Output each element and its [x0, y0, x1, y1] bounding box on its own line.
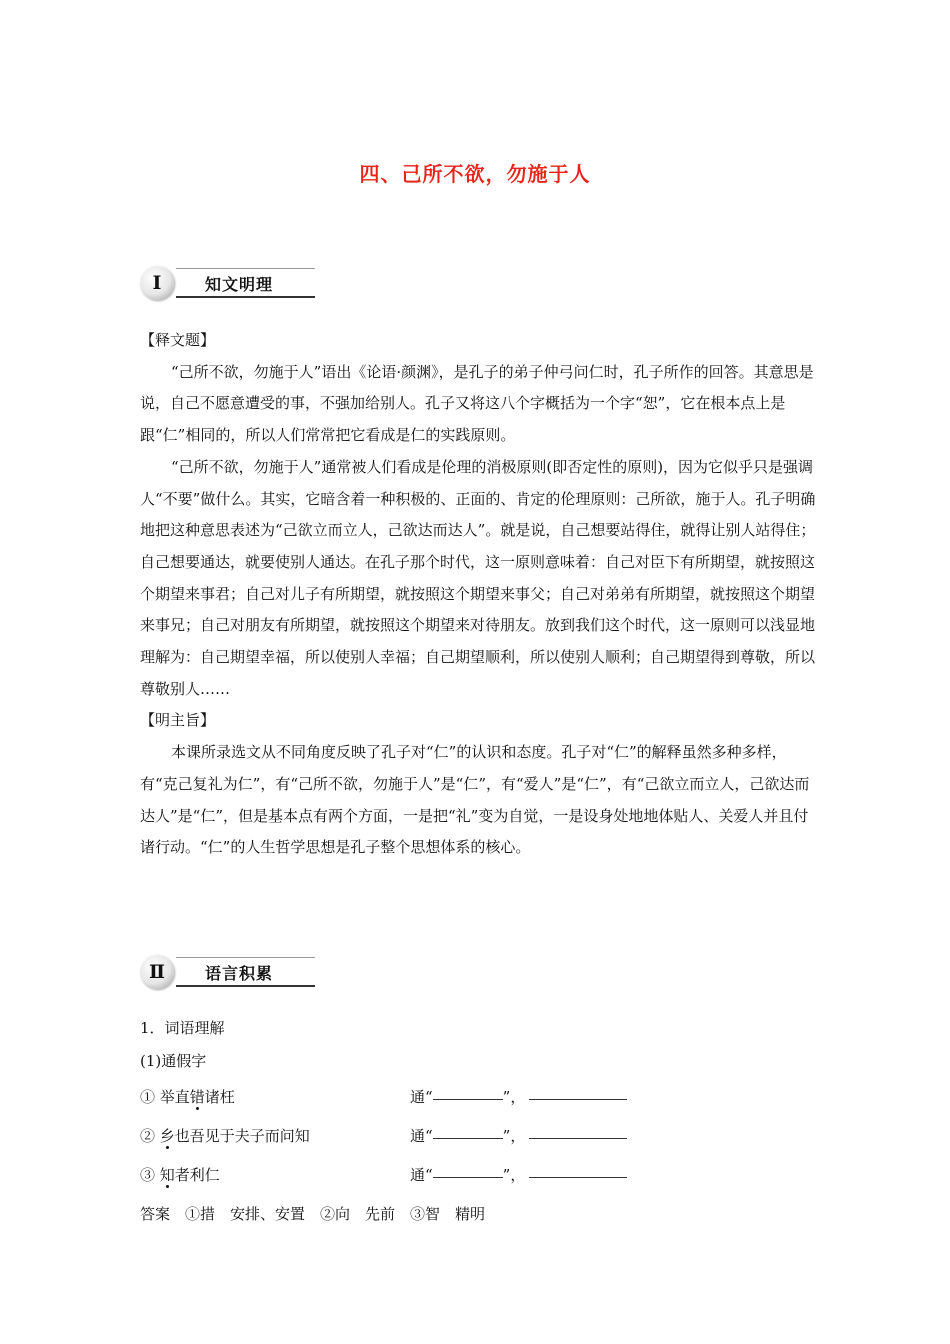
section-label: 语言积累 [205, 964, 274, 983]
emphasis-character: 知 [159, 1166, 175, 1184]
meaning-blank[interactable] [529, 1098, 627, 1100]
exercise-sentence: ③ 知者利仁 [140, 1166, 220, 1184]
exercise-sentence: ② 乡也吾见于夫子而问知 [140, 1127, 310, 1145]
char-blank[interactable] [433, 1137, 503, 1139]
char-blank[interactable] [433, 1098, 503, 1100]
exercise-row [140, 1156, 840, 1195]
emphasis-character: 乡 [159, 1127, 175, 1145]
answer-blank-group: 通“ ”， [410, 1117, 627, 1156]
section-label: 知文明理 [205, 275, 274, 294]
section-header-1 [140, 266, 315, 304]
char-blank[interactable] [433, 1176, 503, 1178]
vocabulary-section [140, 1012, 840, 1234]
page-title: 四、己所不欲，勿施于人 [359, 162, 591, 186]
header-rule-bottom [176, 985, 315, 987]
answer-blank-group: 通“ ”， [410, 1078, 627, 1117]
section-number-badge: Ⅱ [140, 955, 174, 989]
section-number-badge: Ⅰ [140, 266, 174, 300]
exercise-sentence: ① 举直错诸枉 [140, 1088, 235, 1106]
header-rule-top [176, 268, 315, 269]
header-rule-bottom [176, 296, 315, 298]
meaning-blank[interactable] [529, 1137, 627, 1139]
emphasis-character: 错 [189, 1088, 205, 1106]
exercise-row [140, 1078, 840, 1117]
answer-line: 答案 ①措 安排、安置 ②向 先前 ③智 精明 [140, 1205, 486, 1223]
answer-blank-group: 通“ ”， [410, 1156, 627, 1195]
mingzhuzhi-paragraph: 本课所录选文从不同角度反映了孔子对“仁”的认识和态度。孔子对“仁”的解释虽然多种多样，有“克己复礼为仁”，有“己所不欲，勿施于人”是“仁”，有“爱人”是“仁”，有“己欲立而立人，己欲达而达人”是“仁”，但是基本点有两个方面，一是把“礼”变为自觉，一是设身处地地体贴人、关爱人并且付诸行动。“仁”的人生哲学思想是孔子整个思想体系的核心。 [140, 743, 810, 857]
shiwenti-heading: 【释文题】 [140, 331, 216, 349]
header-rule-top [176, 957, 315, 958]
section-1-body [140, 325, 816, 864]
shiwenti-paragraph-1: “己所不欲，勿施于人”语出《论语·颜渊》，是孔子的弟子仲弓问仁时，孔子所作的回答。其意思是说，自己不愿意遭受的事，不强加给别人。孔子又将这八个字概括为一个字“恕”，它在根本点上是跟“仁”相同的，所以人们常常把它看成是仁的实践原则。 [140, 362, 814, 445]
mingzhuzhi-heading: 【明主旨】 [140, 711, 216, 730]
subheading-tongjiazi: (1)通假字 [140, 1052, 207, 1070]
shiwenti-paragraph-2: “己所不欲，勿施于人”通常被人们看成是伦理的消极原则(即否定性的原则)，因为它似乎只是强调人“不要”做什么。其实，它暗含着一种积极的、正面的、肯定的伦理原则：己所欲，施于人。孔子明确地把这种意思表述为“己欲立而立人，己欲达而达人”。就是说，自己想要站得住，就得让别人站得住；自己想要通达，就要使别人通达。在孔子那个时代，这一原则意味着：自己对臣下有所期望，就按照这个期望来事君；自己对儿子有所期望，就按照这个期望来事父；自己对弟弟有所期望，就按照这个期望来事兄；自己对朋友有所期望，就按照这个期望来对待朋友。放到我们这个时代，这一原则可以浅显地理解为：自己期望幸福，所以使别人幸福；自己期望顺利，所以使别人顺利；自己期望得到尊敬，所以尊敬别人…… [140, 457, 816, 698]
meaning-blank[interactable] [529, 1176, 627, 1178]
exercise-row [140, 1117, 840, 1156]
section-header-2 [140, 955, 315, 993]
subheading-word-understanding: 1．词语理解 [140, 1019, 225, 1037]
